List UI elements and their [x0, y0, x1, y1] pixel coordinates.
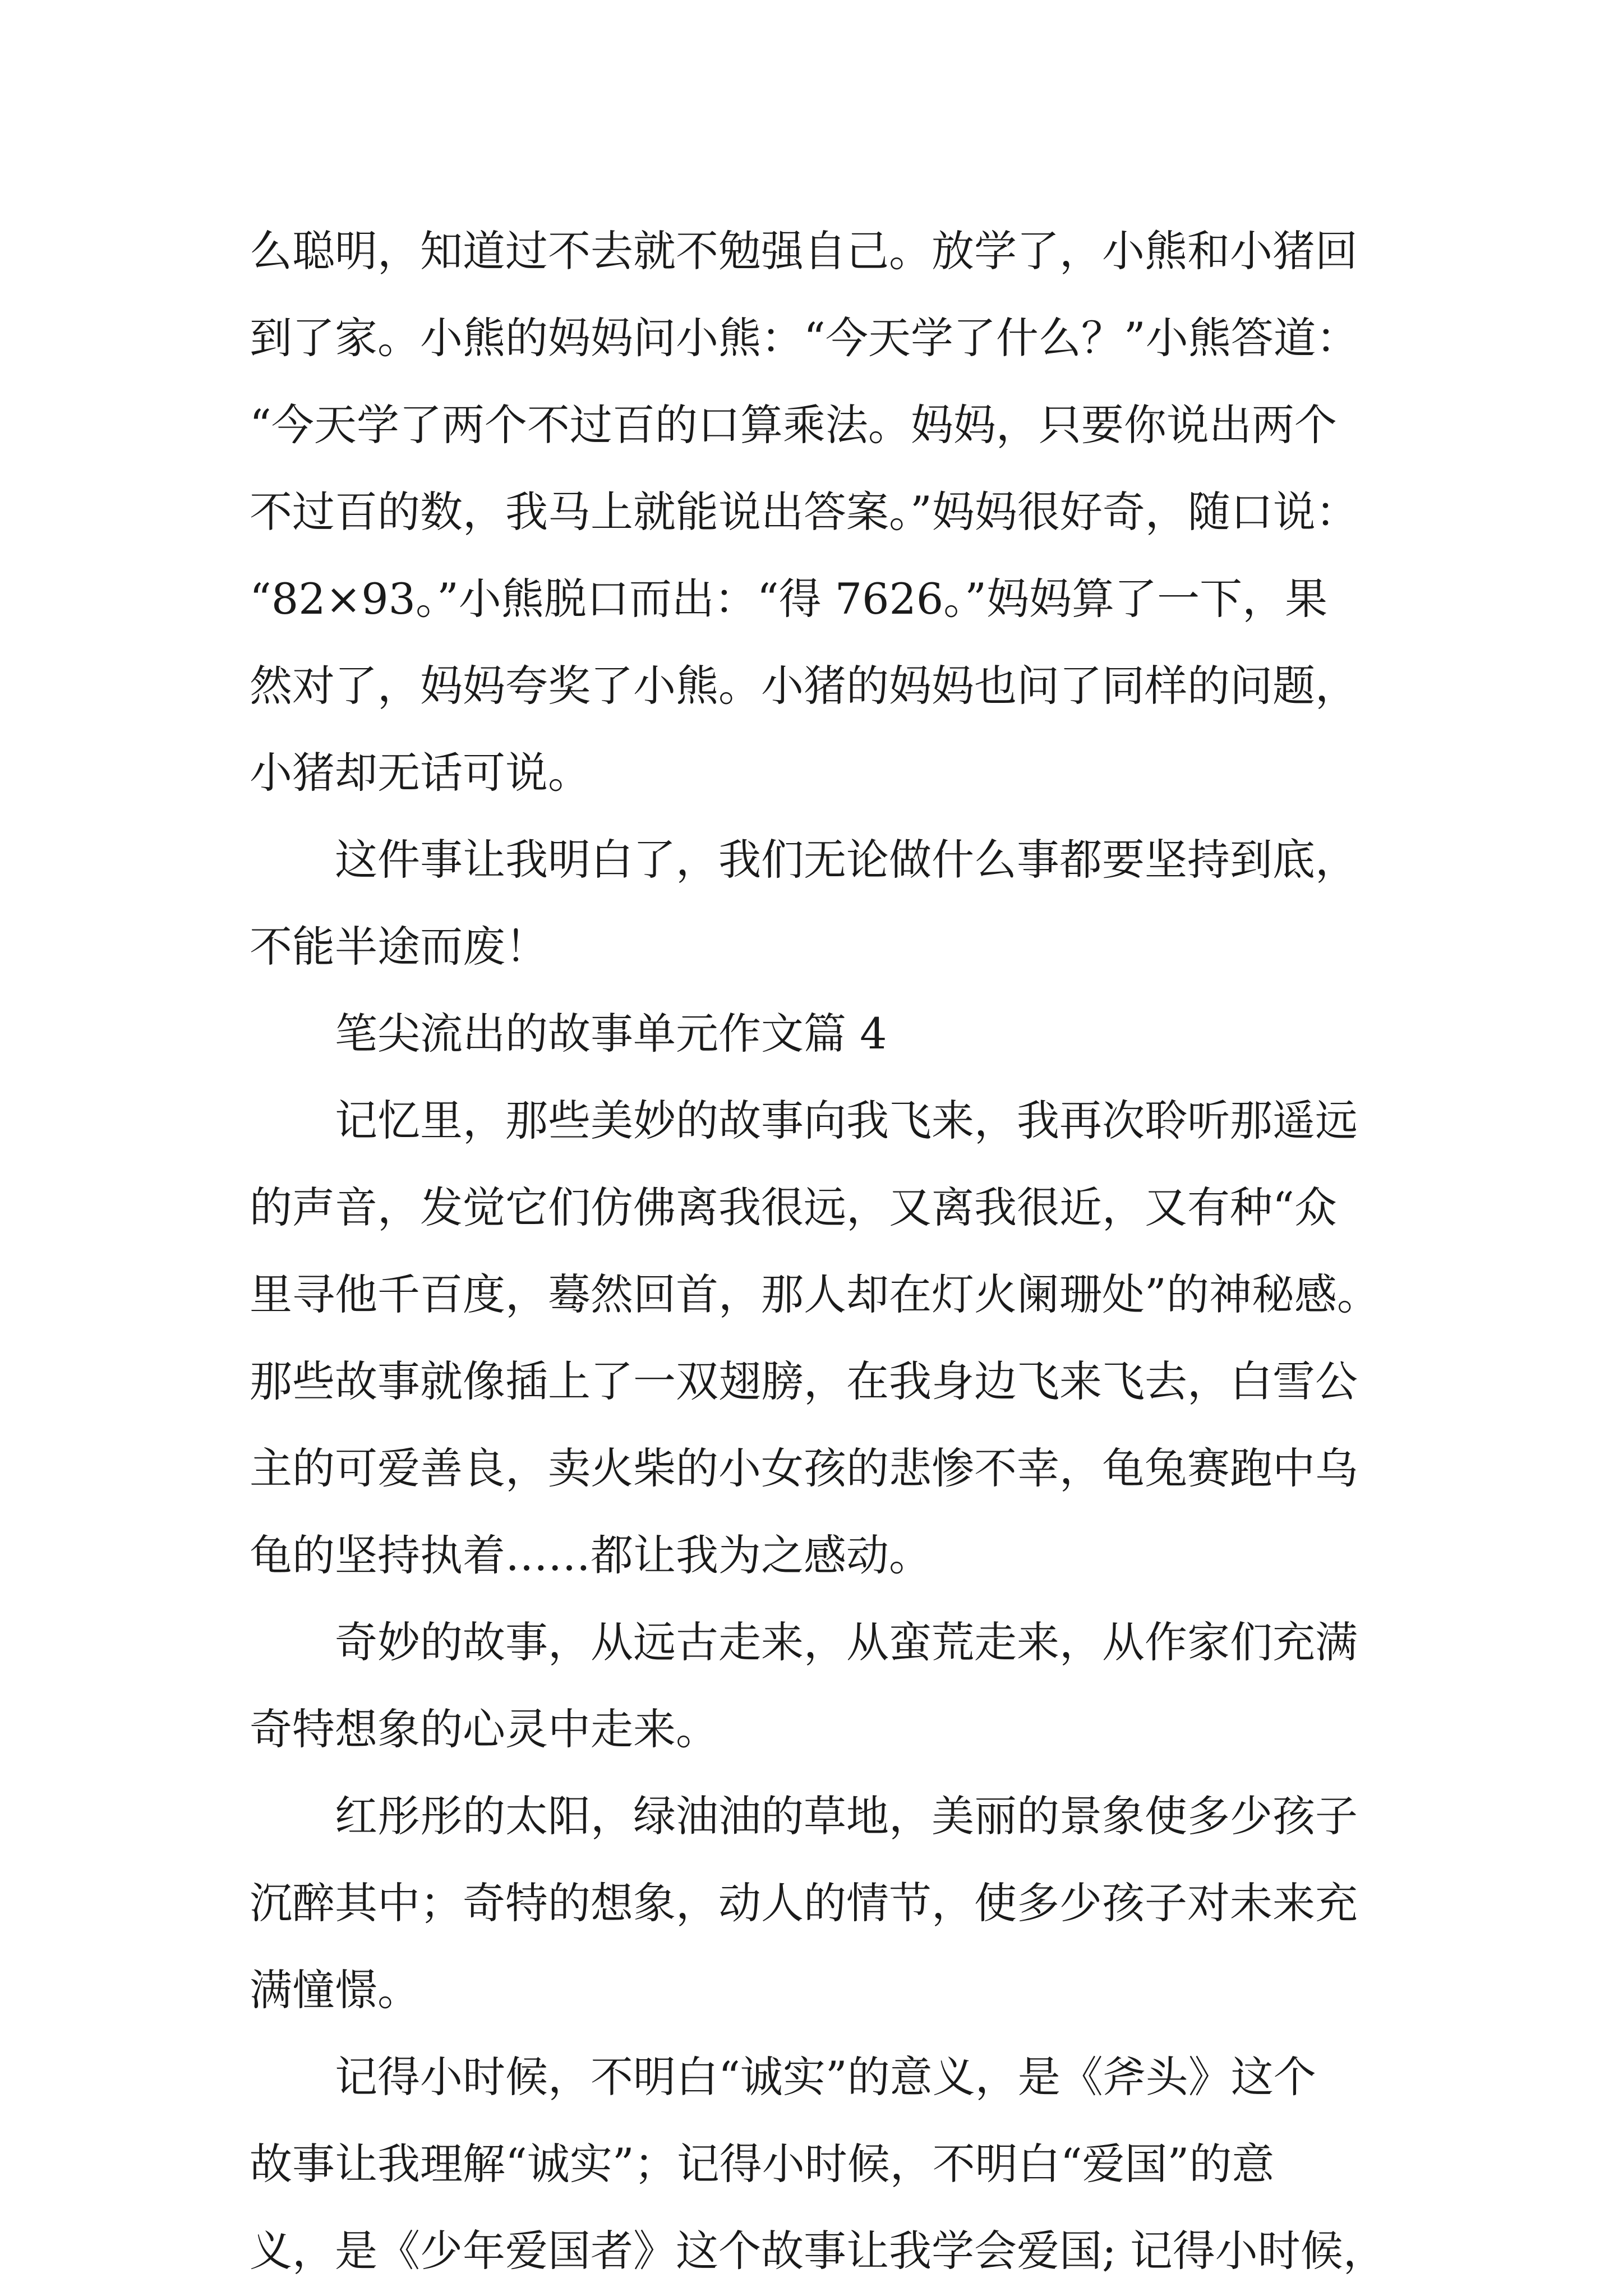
text-line: 记得小时候，不明白“诚实”的意义，是《斧头》这个 — [335, 2052, 1316, 2102]
text-line: 的声音，发觉它们仿佛离我很远，又离我很近，又有种“众 — [250, 1182, 1337, 1232]
text-line: 龟的坚持执着……都让我为之感动。 — [250, 1530, 932, 1580]
text-line: 义，是《少年爱国者》这个故事让我学会爱国; 记得小时候， — [250, 2226, 1386, 2276]
text-line: 这件事让我明白了，我们无论做什么事都要坚持到底， — [335, 835, 1358, 885]
text-line: 故事让我理解“诚实”；记得小时候，不明白“爱国”的意 — [250, 2139, 1275, 2189]
text-line: 到了家。小熊的妈妈问小熊：“今天学了什么？”小熊答道： — [250, 313, 1359, 363]
section-heading: 笔尖流出的故事单元作文篇 4 — [335, 1009, 887, 1059]
text-line: “82×93。”小熊脱口而出：“得 7626。”妈妈算了一下，果 — [250, 574, 1328, 624]
text-line: 里寻他千百度，蓦然回首，那人却在灯火阑珊处”的神秘感。 — [250, 1269, 1380, 1319]
text-line: 小猪却无话可说。 — [250, 748, 591, 798]
text-line: 那些故事就像插上了一双翅膀，在我身边飞来飞去，白雪公 — [250, 1356, 1358, 1406]
text-line: 奇妙的故事，从远古走来，从蛮荒走来，从作家们充满 — [335, 1617, 1358, 1667]
text-line: 满憧憬。 — [250, 1965, 420, 2015]
text-line: 然对了，妈妈夸奖了小熊。小猪的妈妈也问了同样的问题， — [250, 661, 1358, 711]
text-line: 不能半途而废！ — [250, 922, 548, 972]
text-line: “今天学了两个不过百的口算乘法。妈妈，只要你说出两个 — [250, 400, 1337, 450]
text-line: 沉醉其中；奇特的想象，动人的情节，使多少孩子对未来充 — [250, 1878, 1358, 1928]
text-line: 么聪明，知道过不去就不勉强自己。放学了，小熊和小猪回 — [250, 226, 1358, 276]
text-line: 记忆里，那些美妙的故事向我飞来，我再次聆听那遥远 — [335, 1096, 1358, 1145]
text-line: 不过百的数，我马上就能说出答案。”妈妈很好奇，随口说： — [250, 487, 1358, 537]
text-line: 主的可爱善良，卖火柴的小女孩的悲惨不幸，龟兔赛跑中乌 — [250, 1443, 1358, 1493]
text-line: 奇特想象的心灵中走来。 — [250, 1704, 718, 1754]
text-line: 红彤彤的太阳，绿油油的草地，美丽的景象使多少孩子 — [335, 1791, 1358, 1841]
body-text — [250, 208, 1433, 2294]
